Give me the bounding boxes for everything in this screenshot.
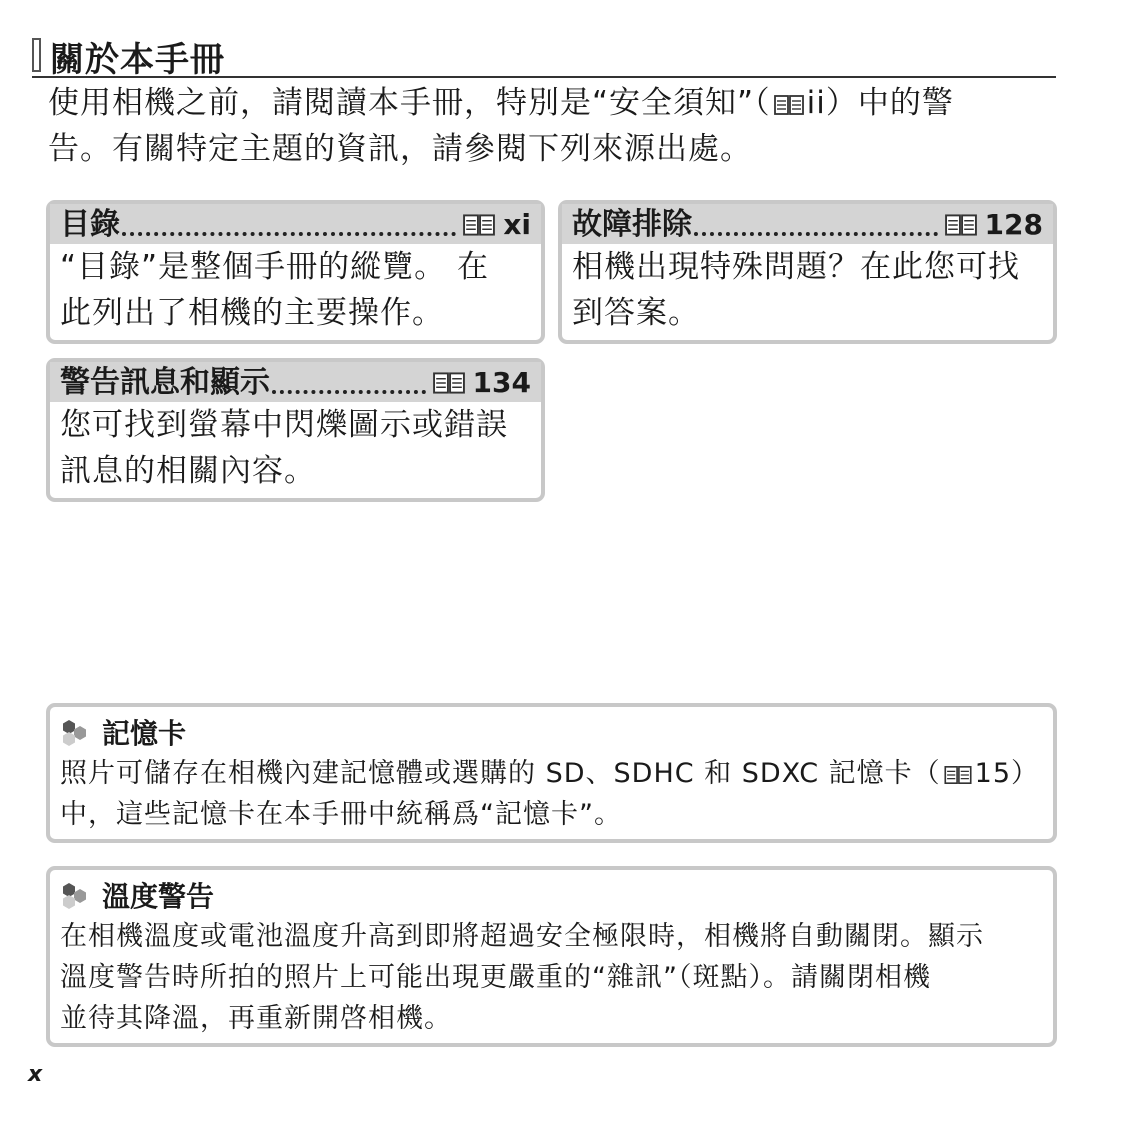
note-icon (60, 880, 94, 910)
temperature-warning-note-body: 在相機溫度或電池溫度升高到即將超過安全極限時，相機將自動關閉。顯示 溫度警告時所拍的照片上可能出現更嚴重的“雜訊”（斑點）。請關閉相機 並待其降溫，再重新開啓相機。 (60, 921, 984, 1034)
book-icon (463, 213, 495, 237)
intro-paragraph (48, 80, 1048, 172)
intro-line-1: 使用相機之前，請閱讀本手冊，特別是“安全須知”（ ii）中的警 (48, 85, 954, 121)
warning-messages-box[interactable] (46, 358, 545, 502)
warning-messages-box-header (50, 362, 541, 402)
intro-line-2: 告。有關特定主題的資訊，請參閱下列來源出處。 (48, 131, 752, 167)
book-icon (774, 94, 804, 116)
leader-dots (694, 232, 938, 236)
title-marker (32, 38, 41, 72)
troubleshooting-box-label: 故障排除 (572, 207, 692, 242)
leader-dots (272, 390, 426, 394)
page-number: x (28, 1062, 43, 1087)
troubleshooting-box-ref[interactable]: 128 (942, 206, 1043, 244)
troubleshooting-box-body: 相機出現特殊問題？在此您可找 到答案。 (572, 249, 1020, 331)
troubleshooting-box-header (562, 204, 1053, 244)
memory-card-note-header (50, 711, 1053, 753)
warning-messages-box-ref[interactable]: 134 (430, 364, 531, 402)
toc-box[interactable] (46, 200, 545, 344)
toc-box-ref[interactable]: xi (460, 206, 531, 244)
leader-dots (122, 232, 456, 236)
warning-messages-box-body: 您可找到螢幕中閃爍圖示或錯誤 訊息的相關內容。 (60, 407, 508, 489)
troubleshooting-box[interactable] (558, 200, 1057, 344)
memory-card-note-line-2: 中，這些記憶卡在本手冊中統稱爲“記憶卡”。 (60, 799, 622, 830)
note-icon (60, 717, 94, 747)
temperature-warning-note-title: 溫度警告 (102, 880, 215, 913)
temperature-warning-note (46, 866, 1057, 1047)
memory-card-note-title: 記憶卡 (102, 717, 187, 750)
toc-box-body: “目錄”是整個手冊的縱覽。 在 此列出了相機的主要操作。 (60, 249, 489, 331)
memory-card-note (46, 703, 1057, 843)
page-header (32, 34, 1056, 78)
intro-ref[interactable]: ii (806, 85, 826, 121)
page-title: 關於本手冊 (50, 40, 225, 80)
warning-messages-box-label: 警告訊息和顯示 (60, 365, 270, 400)
toc-box-label: 目錄 (60, 207, 120, 242)
memory-card-note-body (50, 753, 1053, 835)
temperature-warning-note-header (50, 874, 1053, 916)
memory-card-ref[interactable]: 15 (974, 758, 1012, 789)
toc-box-header (50, 204, 541, 244)
book-icon (433, 371, 465, 395)
book-icon (945, 213, 977, 237)
memory-card-note-line-1: 照片可儲存在相機內建記憶體或選購的 SD、SDHC 和 SDXC 記憶卡（ 15） (60, 758, 1040, 789)
book-icon (944, 765, 972, 785)
